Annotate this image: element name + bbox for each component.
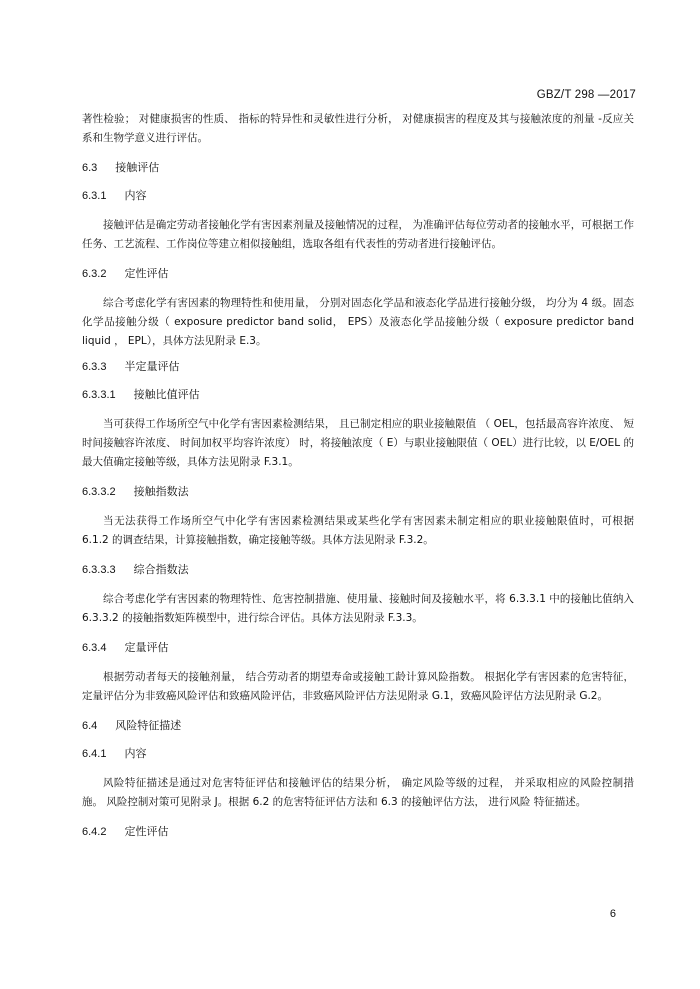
page-content <box>82 110 634 840</box>
section-number: 6.3.3.3 <box>82 564 116 576</box>
section-title: 内容 <box>124 189 147 202</box>
section-title: 定性评估 <box>124 267 169 280</box>
paragraph: 当无法获得工作场所空气中化学有害因素检测结果或某些化学有害因素未制定相应的职业接触限值时，可根据 6.1.2 的调查结果，计算接触指数，确定接触等级。具体方法见附录 F.3.2。 <box>82 515 634 546</box>
section-title: 定量评估 <box>124 641 169 654</box>
section-number: 6.3.1 <box>82 190 107 202</box>
section-heading <box>82 387 634 403</box>
section-heading <box>82 824 634 840</box>
section-title: 风险特征描述 <box>115 719 182 732</box>
paragraph: 风险特征描述是通过对危害特征评估和接触评估的结果分析， 确定风险等级的过程， 并采取相应的风险控制措施。 风险控制对策可见附录 J。根据 6.2 的危害特征评估方法和 6.3 的接触评估方法， 进行风险 特征描述。 <box>82 777 634 808</box>
page-number: 6 <box>609 908 616 920</box>
section-title: 接触指数法 <box>133 485 189 498</box>
section-heading <box>82 484 634 500</box>
paragraph: 综合考虑化学有害因素的物理特性和使用量， 分别对固态化学品和液态化学品进行接触分级， 均分为 4 级。固态化学品接触分级（ exposure predictor band solid， EPS）及液态化学品接触分级（ exposure predictor band liquid ， EPL），具体方法见附录 E.3。 <box>82 297 634 347</box>
paragraph: 接触评估是确定劳动者接触化学有害因素剂量及接触情况的过程， 为准确评估每位劳动者的接触水平，可根据工作任务、工艺流程、工作岗位等建立相似接触组，选取各组有代表性的劳动者进行接触评估。 <box>82 219 634 250</box>
section-heading <box>82 188 634 204</box>
section-heading <box>82 746 634 762</box>
section-title: 综合指数法 <box>133 563 189 576</box>
paragraph: 根据劳动者每天的接触剂量， 结合劳动者的期望寿命或接触工龄计算风险指数。 根据化学有害因素的危害特征，定量评估分为非致癌风险评估和致癌风险评估，非致癌风险评估方法见附录 G.1，致癌风险评估方法见附录 G.2。 <box>82 671 634 702</box>
section-heading <box>82 359 634 375</box>
standard-code: GBZ/T 298 —2017 <box>536 89 636 101</box>
section-heading <box>82 160 634 176</box>
section-heading <box>82 718 634 734</box>
section-title: 内容 <box>124 747 147 760</box>
section-number: 6.3.2 <box>82 268 107 280</box>
section-title: 半定量评估 <box>124 360 180 373</box>
section-number: 6.4.1 <box>82 748 107 760</box>
section-number: 6.4 <box>82 720 98 732</box>
section-heading <box>82 562 634 578</box>
paragraph: 著性检验； 对健康损害的性质、 指标的特异性和灵敏性进行分析， 对健康损害的程度及其与接触浓度的剂量 -反应关系和生物学意义进行评估。 <box>82 113 634 144</box>
section-number: 6.3.3 <box>82 361 107 373</box>
section-number: 6.3.4 <box>82 642 107 654</box>
paragraph: 综合考虑化学有害因素的物理特性、危害控制措施、使用量、接触时间及接触水平，将 6.3.3.1 中的接触比值纳入 6.3.3.2 的接触指数矩阵模型中，进行综合评估。具体方法见附录 F.3.3。 <box>82 593 634 624</box>
section-number: 6.3.3.1 <box>82 389 116 401</box>
section-title: 接触比值评估 <box>133 388 200 401</box>
section-heading <box>82 640 634 656</box>
section-number: 6.3.3.2 <box>82 486 116 498</box>
section-heading <box>82 266 634 282</box>
section-title: 接触评估 <box>115 161 160 174</box>
paragraph: 当可获得工作场所空气中化学有害因素检测结果， 且已制定相应的职业接触限值 （ OEL，包括最高容许浓度、 短时间接触容许浓度、 时间加权平均容许浓度） 时，将接触浓度（ E）与职业接触限值（ OEL）进行比较，以 E/OEL 的最大值确定接触等级，具体方法见附录 F.3.1。 <box>82 418 634 468</box>
section-title: 定性评估 <box>124 825 169 838</box>
section-number: 6.4.2 <box>82 826 107 838</box>
section-number: 6.3 <box>82 162 98 174</box>
